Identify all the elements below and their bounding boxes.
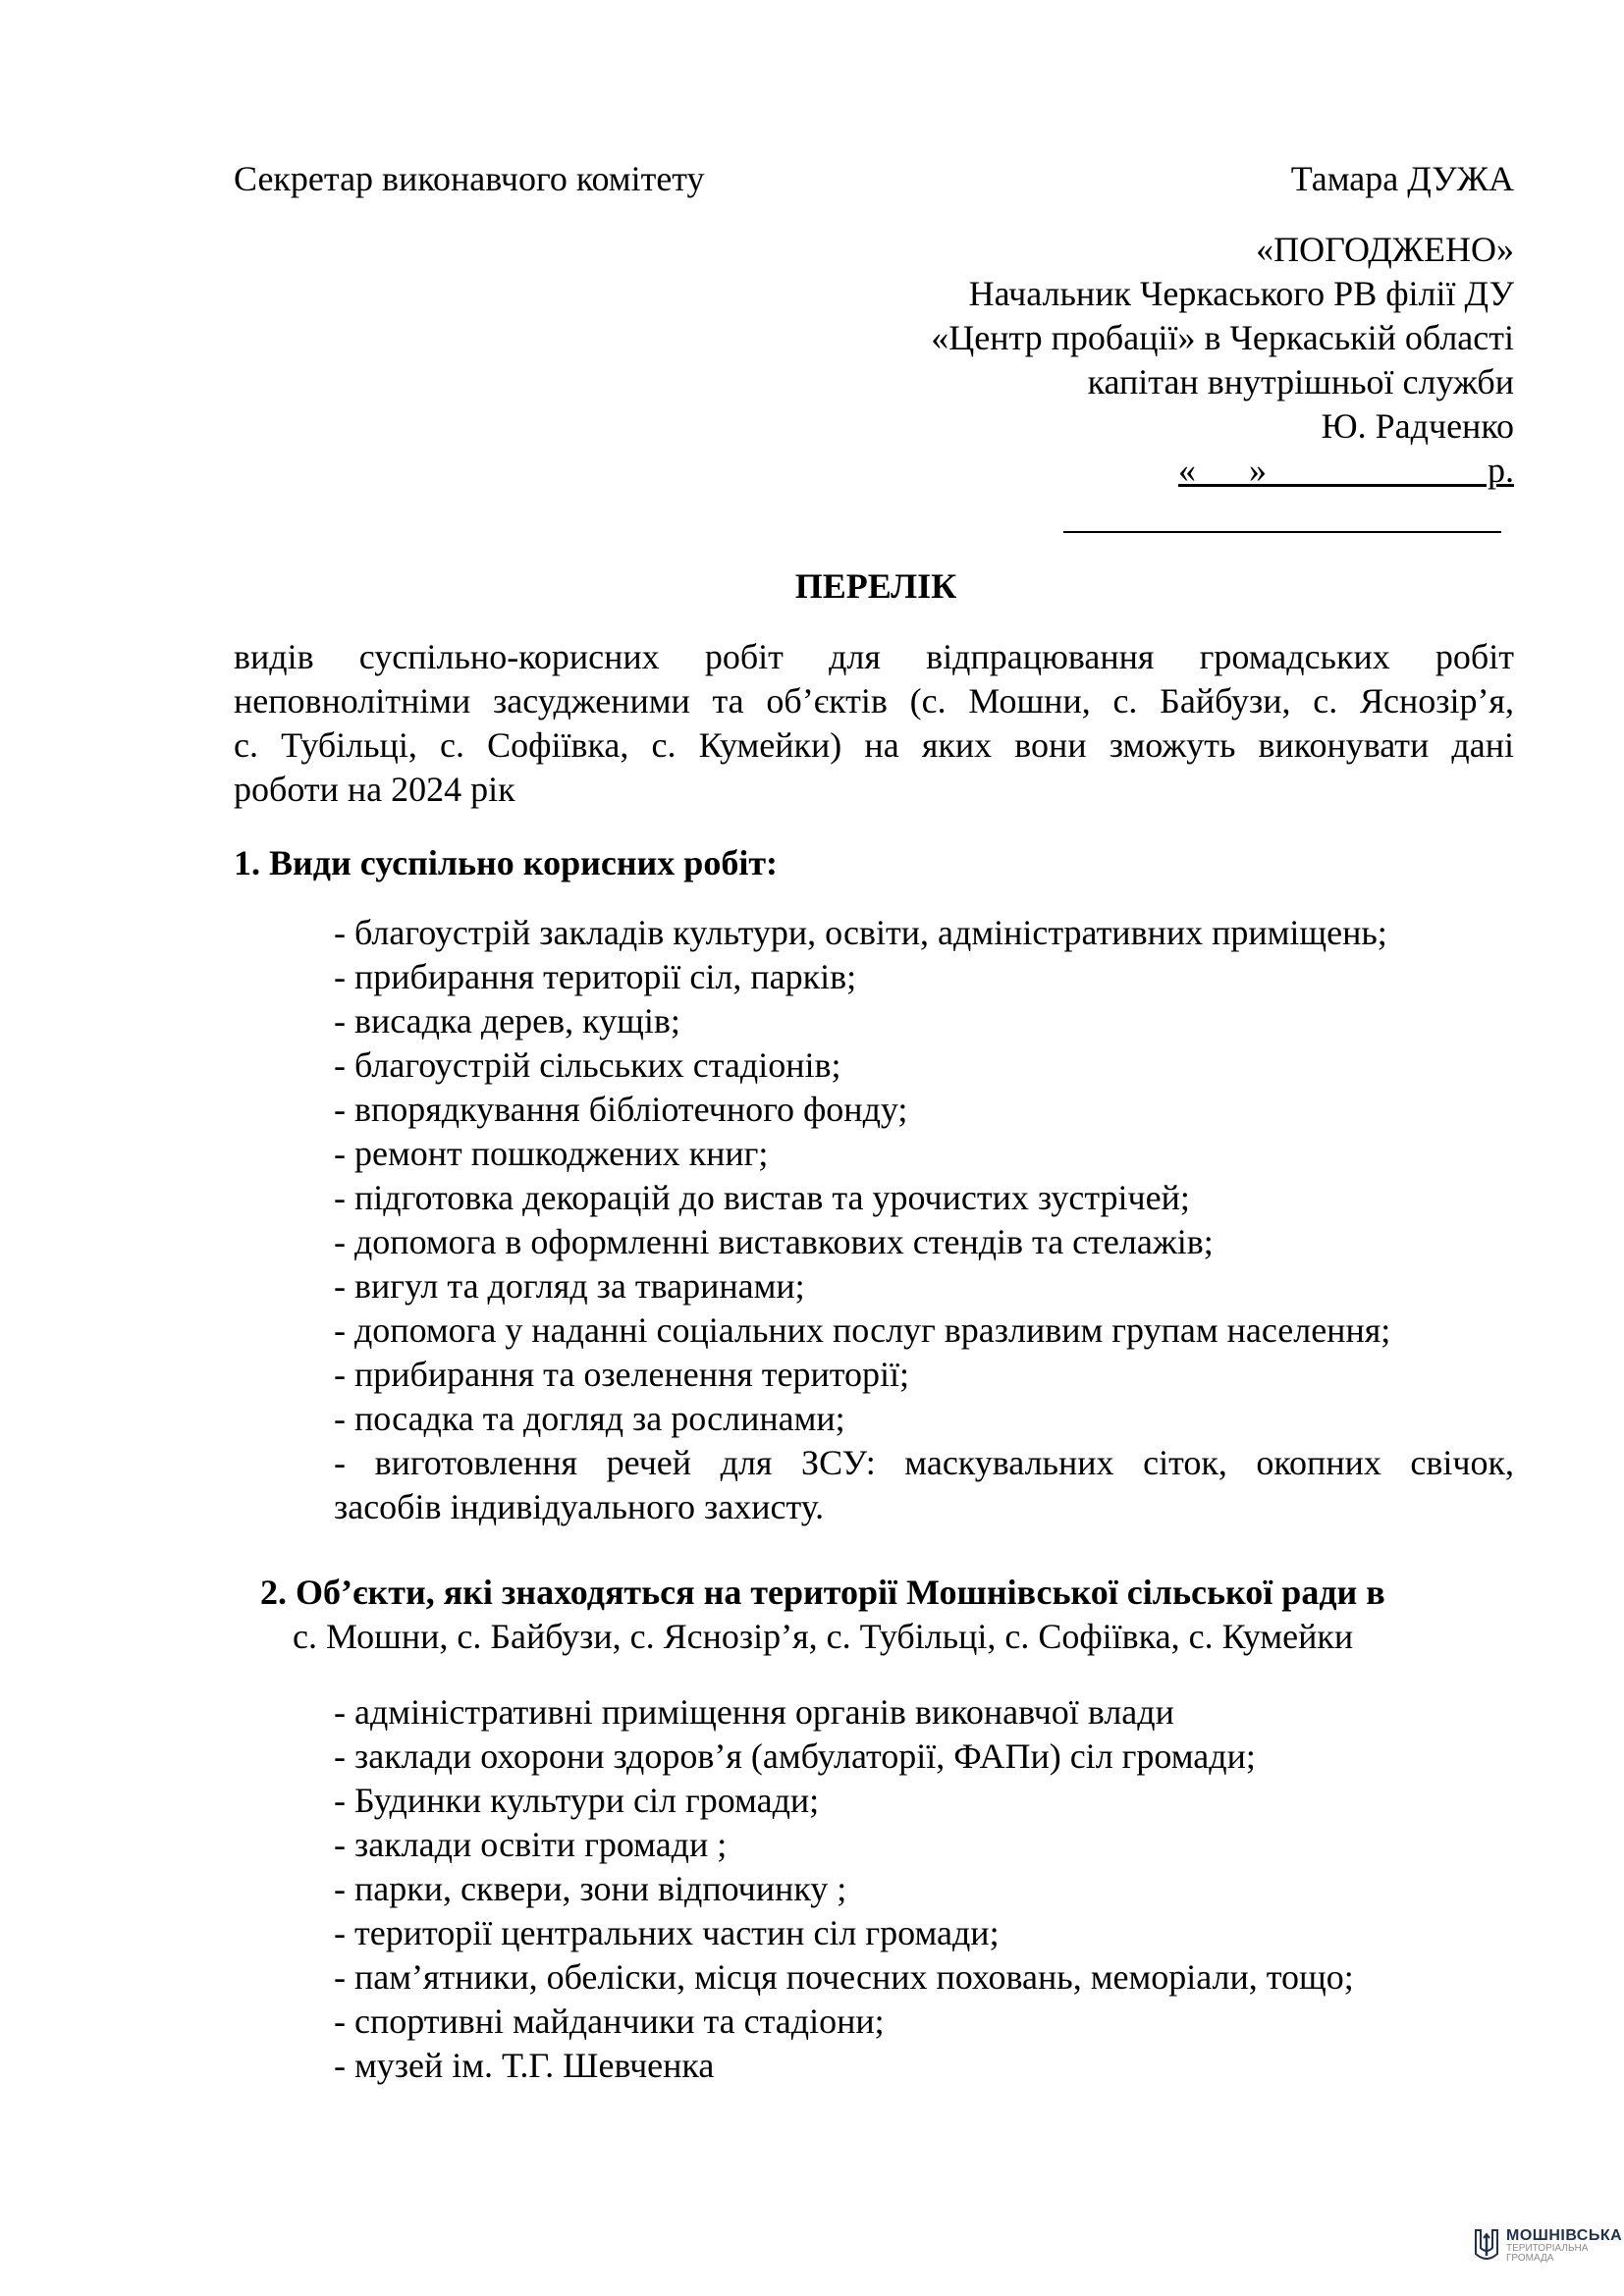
list-item: - благоустрій закладів культури, освіти, адміністративних приміщень; (334, 913, 1387, 952)
signature-blank-line (1063, 531, 1501, 533)
logo-line-3: ГРОМАДА (1506, 2253, 1554, 2264)
list-item: - благоустрій сільських стадіонів; (334, 1045, 841, 1085)
signatory-name: Тамара ДУЖА (1290, 159, 1514, 198)
document-title: ПЕРЕЛІК (794, 566, 957, 606)
list-item: - заклади охорони здоров’я (амбулаторії, ФАПи) сіл громади; (334, 1736, 1256, 1776)
signatory-position: Секретар виконавчого комітету (234, 159, 705, 198)
list-item: - спортивні майданчики та стадіони; (334, 2002, 885, 2041)
list-item: - виготовлення речей для ЗСУ: маскувальних сіток, окопних свічок, (334, 1443, 1514, 1482)
list-item: - прибирання та озеленення території; (334, 1355, 910, 1394)
list-item: - допомога у наданні соціальних послуг вразливим групам населення; (334, 1310, 1391, 1350)
section-1-list (334, 911, 1514, 1529)
subtitle-line: роботи на 2024 рік (234, 770, 515, 809)
logo-line-1: МОШНІВСЬКА (1506, 2227, 1623, 2244)
list-item: - пам’ятники, обеліски, місця почесних поховань, меморіали, тощо; (334, 1957, 1354, 1997)
list-item: - впорядкування бібліотечного фонду; (334, 1090, 908, 1129)
approval-signer: Ю. Радченко (1321, 406, 1514, 446)
approval-line-2: «Центр пробації» в Черкаській області (931, 318, 1514, 357)
section-2-list (334, 1690, 1354, 2088)
subtitle-line: с. Тубільці, с. Софіївка, с. Кумейки) на яких вони зможуть виконувати дані (234, 725, 1514, 765)
list-item: - музей ім. Т.Г. Шевченка (334, 2046, 715, 2085)
list-item: - вигул та догляд за тваринами; (334, 1266, 805, 1306)
list-item: - адміністративні приміщення органів виконавчої влади (334, 1692, 1174, 1732)
approval-line-3: капітан внутрішньої служби (1087, 362, 1514, 401)
list-item: - Будинки культури сіл громади; (334, 1781, 820, 1820)
list-item: - прибирання території сіл, парків; (334, 957, 857, 996)
list-item: - території центральних частин сіл громади; (334, 1913, 1000, 1952)
list-item: - заклади освіти громади ; (334, 1825, 728, 1864)
section-2-subheading: с. Мошни, с. Байбузи, с. Яснозір’я, с. Тубільці, с. Софіївка, с. Кумейки (293, 1617, 1354, 1656)
subtitle-line: неповнолітніми засудженими та об’єктів (с. Мошни, с. Байбузи, с. Яснозір’я, (234, 681, 1514, 721)
approval-line-1: Начальник Черкаського РВ філії ДУ (968, 274, 1514, 313)
list-item: - висадка дерев, кущів; (334, 1001, 680, 1041)
list-item: - посадка та догляд за рослинами; (334, 1399, 845, 1438)
logo-text (1506, 2228, 1622, 2264)
section-1-heading: 1. Види суспільно корисних робіт: (234, 843, 778, 882)
community-logo (1473, 2226, 1622, 2266)
trident-icon (1473, 2226, 1500, 2266)
list-item: - допомога в оформленні виставкових стендів та стелажів; (334, 1222, 1214, 1261)
subtitle-line: видів суспільно-корисних робіт для відпрацювання громадських робіт (234, 637, 1514, 676)
list-item-continuation: засобів індивідуального захисту. (334, 1487, 825, 1526)
approval-date: « » р. (1178, 451, 1514, 490)
list-item: - ремонт пошкоджених книг; (334, 1134, 769, 1173)
list-item: - парки, сквери, зони відпочинку ; (334, 1869, 847, 1908)
list-item: - підготовка декорацій до вистав та урочистих зустрічей; (334, 1178, 1190, 1217)
section-2-heading: 2. Об’єкти, які знаходяться на території Мошнівської сільської ради в (260, 1573, 1385, 1612)
approval-heading: «ПОГОДЖЕНО» (1256, 230, 1514, 269)
logo-line-2: ТЕРИТОРІАЛЬНА (1506, 2243, 1589, 2254)
